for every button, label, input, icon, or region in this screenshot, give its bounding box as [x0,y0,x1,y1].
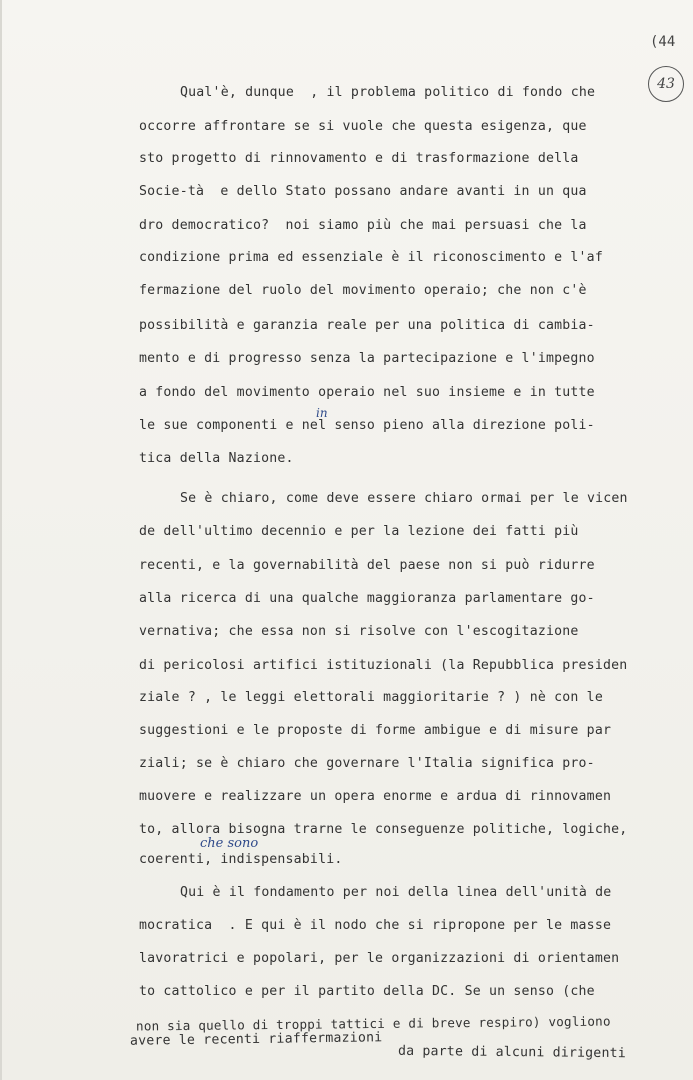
handwritten-insert-in: in [316,406,328,420]
text-line: alla ricerca di una qualche maggioranza parlamentare go- [139,591,595,606]
text-line: sto progetto di rinnovamento e di trasformazione della [139,151,579,166]
text-line: suggestioni e le proposte di forme ambigue e di misure par [139,723,612,738]
text-line: vernativa; che essa non si risolve con l'escogitazione [139,624,579,639]
text-line: to, allora bisogna trarne le conseguenze politiche, logiche, [139,822,628,837]
text-line: muovere e realizzare un opera enorme e ardua di rinnovamen [139,789,612,804]
text-line: to cattolico e per il partito della DC. Se un senso (che [139,984,595,999]
text-line: ziale ? , le leggi elettorali maggioritarie ? ) nè con le [139,690,603,705]
text-line: coerenti, indispensabili. [139,852,343,867]
text-line: le sue componenti e nel senso pieno alla direzione poli- [139,418,595,433]
handwritten-insert-che-sono: che sono [200,836,259,851]
text-line: tica della Nazione. [139,451,294,466]
text-line: non sia quello di troppi tattici e di breve respiro) vogliono [135,1013,611,1034]
text-line: ziali; se è chiaro che governare l'Italia significa pro- [139,756,595,771]
text-line: Qual'è, dunque , il problema politico di fondo che [180,85,596,100]
page-number: (44 [650,34,676,50]
text-line: a fondo del movimento operaio nel suo insieme e in tutte [139,385,595,400]
text-line: fermazione del ruolo del movimento operaio; che non c'è [139,283,587,298]
text-line: da parte di alcuni dirigenti [397,1043,626,1062]
text-line: dro democratico? noi siamo più che mai persuasi che la [139,218,587,233]
text-line: avere le recenti riaffermazioni [129,1030,383,1049]
text-line: Qui è il fondamento per noi della linea dell'unità de [180,885,612,900]
page-stamp-circle: 43 [648,66,684,102]
text-line: mocratica . E qui è il nodo che si ripropone per le masse [139,918,612,933]
text-line: occorre affrontare se si vuole che questa esigenza, que [139,119,587,134]
text-line: recenti, e la governabilità del paese non si può ridurre [139,558,595,573]
text-line: di pericolosi artifici istituzionali (la Repubblica presiden [139,658,628,673]
text-line: Socie-tà e dello Stato possano andare avanti in un qua [139,184,587,199]
text-line: possibilità e garanzia reale per una politica di cambia- [139,318,595,333]
text-line: condizione prima ed essenziale è il riconoscimento e l'af [139,250,603,265]
text-line: mento e di progresso senza la partecipazione e l'impegno [139,351,595,366]
text-line: de dell'ultimo decennio e per la lezione dei fatti più [139,524,579,539]
text-line: Se è chiaro, come deve essere chiaro ormai per le vicen [180,491,628,506]
text-line: lavoratrici e popolari, per le organizzazioni di orientamen [139,951,620,966]
